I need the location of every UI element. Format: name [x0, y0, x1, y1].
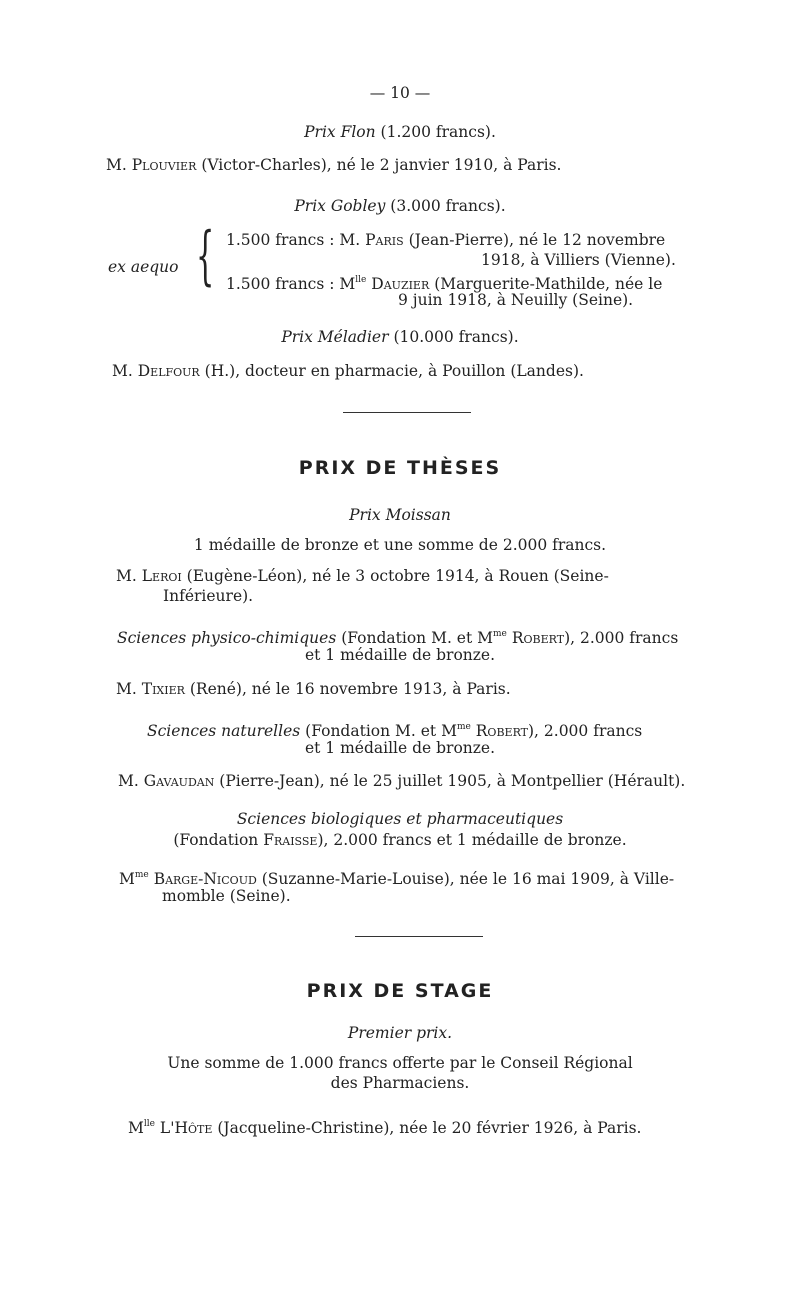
laureate-details: (René), né le 16 novembre 1913, à Paris.: [189, 680, 511, 698]
laureate-surname: Paris: [365, 231, 404, 249]
gobley-line-2: 1918, à Villiers (Vienne).: [481, 251, 676, 269]
prix-flon-amount: (1.200 francs).: [380, 123, 496, 141]
foundation-text: (Fondation: [173, 831, 259, 849]
section-divider: [355, 936, 483, 937]
foundation-name: Robert: [511, 629, 565, 647]
laureate-details: (Suzanne-Marie-Louise), née le 16 mai 1909, à Ville-: [261, 870, 675, 888]
laureate-surname: Barge-Nicoud: [153, 870, 257, 888]
foundation-amount: ), 2.000 francs: [564, 629, 679, 647]
prix-meladier-heading: [0, 327, 800, 347]
physico-chimiques-title: Sciences physico-chimiques: [117, 629, 337, 647]
laureate-details: (Marguerite-Mathilde, née le: [434, 275, 663, 293]
honorific: M: [128, 1119, 144, 1137]
honorific-superscript: me: [134, 870, 149, 880]
prix-gobley-heading: [0, 196, 800, 216]
section-divider: [343, 412, 471, 413]
gobley-line-4: 9 juin 1918, à Neuilly (Seine).: [398, 291, 634, 309]
physico-chimiques-line-2: et 1 médaille de bronze.: [304, 646, 496, 664]
laureate-surname: Leroi: [141, 567, 182, 585]
laureate-surname: Tixier: [141, 680, 185, 698]
honorific: M.: [116, 567, 137, 585]
biologiques-laureate-cont: momble (Seine).: [162, 887, 291, 905]
physico-chimiques-laureate: [116, 679, 511, 699]
stage-description-line-2: des Pharmaciens.: [330, 1074, 470, 1092]
page-number: — 10 —: [369, 84, 431, 102]
honorific-superscript: me: [493, 629, 507, 639]
prix-gobley-title: Prix Gobley: [294, 197, 386, 215]
laureate-surname: Plouvier: [131, 156, 197, 174]
laureate-details: (Pierre-Jean), né le 25 juillet 1905, à Montpellier (Hérault).: [219, 772, 686, 790]
laureate-details: (Victor-Charles), né le 2 janvier 1910, à Paris.: [201, 156, 562, 174]
biologiques-foundation: [0, 830, 800, 850]
prix-flon-laureate: [106, 155, 561, 175]
prix-meladier-laureate: [112, 361, 584, 381]
laureate-surname: L'Hôte: [159, 1119, 213, 1137]
biologiques-title: Sciences biologiques et pharmaceutiques: [236, 810, 564, 828]
left-brace-icon: {: [196, 219, 215, 293]
prix-gobley-amount: (3.000 francs).: [390, 197, 506, 215]
honorific-superscript: me: [456, 722, 471, 732]
prix-flon-title: Prix Flon: [304, 123, 376, 141]
laureate-surname: Gavaudan: [143, 772, 215, 790]
honorific: M.: [116, 680, 137, 698]
naturelles-line-2: et 1 médaille de bronze.: [304, 739, 496, 757]
prix-moissan-laureate: [116, 566, 609, 586]
prix-moissan-title: Prix Moissan: [349, 506, 451, 524]
laureate-details: (Eugène-Léon), né le 3 octobre 1914, à Rouen (Seine-: [186, 567, 609, 585]
prix-meladier-title: Prix Méladier: [281, 328, 389, 346]
premier-prix-title: Premier prix.: [347, 1024, 453, 1042]
laureate-surname: Delfour: [137, 362, 200, 380]
prix-moissan-laureate-cont: Inférieure).: [163, 587, 254, 605]
honorific: M.: [106, 156, 127, 174]
stage-heading: PRIX DE STAGE: [306, 980, 494, 1002]
laureate-details: (Jacqueline-Christine), née le 20 février 1926, à Paris.: [217, 1119, 642, 1137]
prix-moissan-description: 1 médaille de bronze et une somme de 2.000 francs.: [193, 536, 607, 554]
gobley-line-3-prefix: 1.500 francs : M: [226, 275, 356, 293]
ex-aequo-label: ex aequo: [108, 258, 179, 276]
honorific-superscript: lle: [355, 275, 367, 285]
theses-heading: PRIX DE THÈSES: [298, 457, 502, 479]
honorific: M.: [112, 362, 133, 380]
naturelles-laureate: [118, 771, 685, 791]
stage-laureate: [128, 1114, 641, 1138]
laureate-details: (Jean-Pierre), né le 12 novembre: [408, 231, 666, 249]
prix-flon-heading: [0, 122, 800, 142]
prix-meladier-amount: (10.000 francs).: [393, 328, 519, 346]
foundation-amount: ), 2.000 francs: [528, 722, 643, 740]
stage-description-line-1: Une somme de 1.000 francs offerte par le Conseil Régional: [167, 1054, 633, 1072]
honorific-superscript: lle: [143, 1119, 155, 1129]
gobley-line-1-prefix: 1.500 francs : M.: [226, 231, 361, 249]
foundation-amount: ), 2.000 francs et 1 médaille de bronze.: [317, 831, 627, 849]
foundation-name: Robert: [475, 722, 528, 740]
honorific: M.: [118, 772, 139, 790]
laureate-details: (H.), docteur en pharmacie, à Pouillon (Landes).: [204, 362, 584, 380]
gobley-line-1: [226, 230, 665, 250]
naturelles-title: Sciences naturelles: [147, 722, 301, 740]
laureate-surname: Dauzier: [371, 275, 430, 293]
foundation-text: (Fondation M. et M: [305, 722, 457, 740]
honorific: M: [119, 870, 135, 888]
foundation-name: Fraisse: [263, 831, 318, 849]
foundation-text: (Fondation M. et M: [341, 629, 494, 647]
